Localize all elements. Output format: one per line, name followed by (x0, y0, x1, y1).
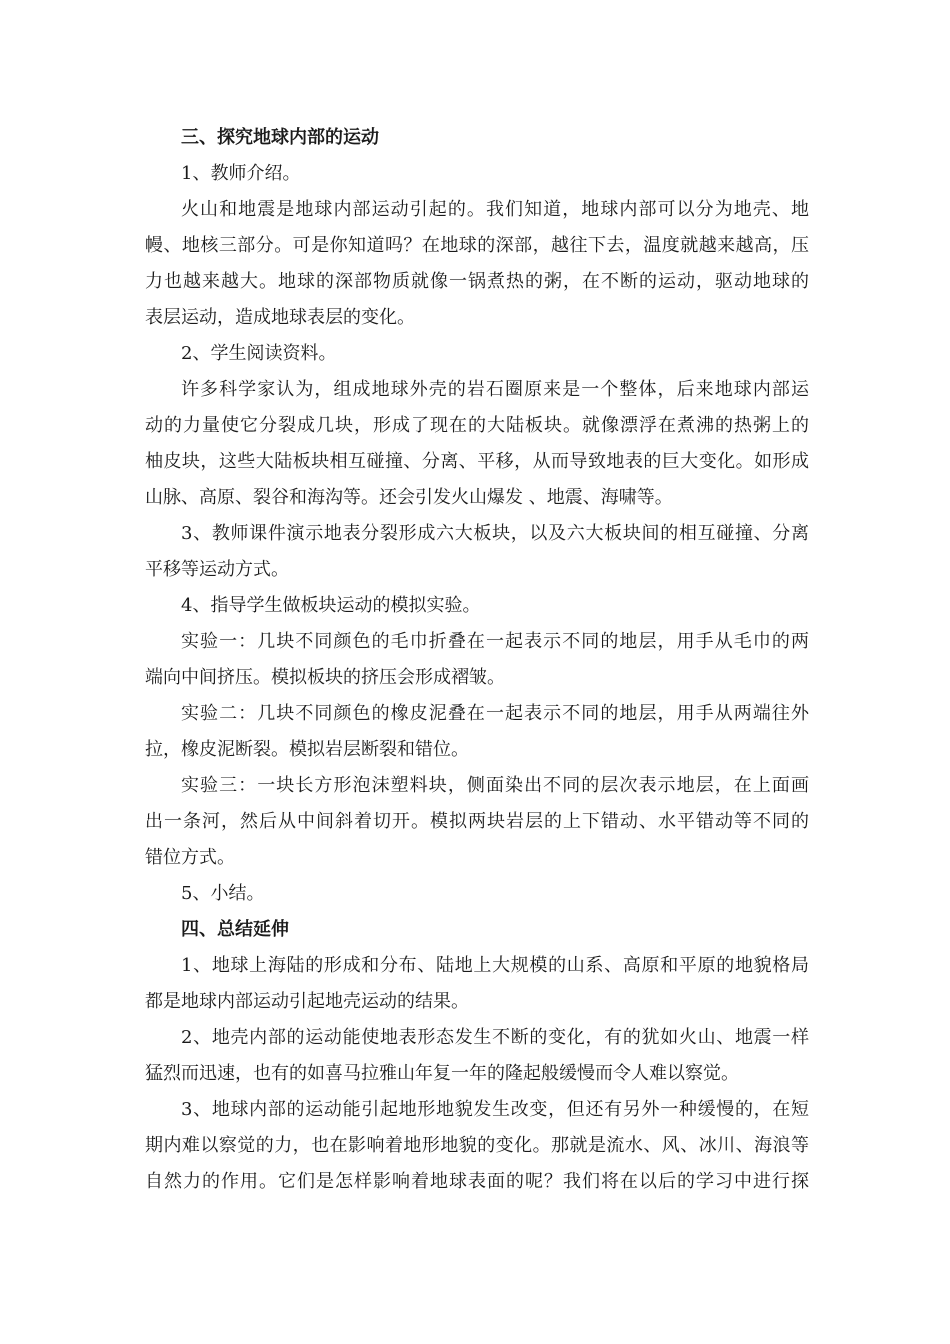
text-line: 动的力量使它分裂成几块，形成了现在的大陆板块。就像漂浮在煮沸的热粥上的 (145, 415, 809, 436)
text-line: 平移等运动方式。 (145, 559, 289, 580)
text-line: 端向中间挤压。模拟板块的挤压会形成褶皱。 (145, 667, 505, 688)
text-line: 力也越来越大。地球的深部物质就像一锅煮热的粥，在不断的运动，驱动地球的 (145, 271, 809, 292)
text-line: 出一条河，然后从中间斜着切开。模拟两块岩层的上下错动、水平错动等不同的 (145, 811, 809, 832)
text-line: 拉，橡皮泥断裂。模拟岩层断裂和错位。 (145, 739, 469, 760)
text-line: 3、教师课件演示地表分裂形成六大板块，以及六大板块间的相互碰撞、分离 (181, 523, 809, 544)
document-page (145, 120, 809, 1200)
text-line: 都是地球内部运动引起地壳运动的结果。 (145, 991, 469, 1012)
text-line: 猛烈而迅速，也有的如喜马拉雅山年复一年的隆起般缓慢而令人难以察觉。 (145, 1063, 739, 1084)
document-body (145, 120, 809, 1200)
text-line: 山脉、高原、裂谷和海沟等。还会引发火山爆发 、地震、海啸等。 (145, 487, 673, 508)
text-line: 4、指导学生做板块运动的模拟实验。 (181, 595, 481, 616)
text-line: 2、学生阅读资料。 (181, 343, 337, 364)
text-line: 1、地球上海陆的形成和分布、陆地上大规模的山系、高原和平原的地貌格局 (181, 955, 809, 976)
text-line: 5、小结。 (181, 883, 265, 904)
text-line: 错位方式。 (145, 847, 235, 868)
text-line: 自然力的作用。它们是怎样影响着地球表面的呢？我们将在以后的学习中进行探 (145, 1171, 809, 1192)
text-line: 实验二：几块不同颜色的橡皮泥叠在一起表示不同的地层，用手从两端往外 (181, 703, 809, 724)
text-line: 1、教师介绍。 (181, 163, 301, 184)
text-line: 许多科学家认为，组成地球外壳的岩石圈原来是一个整体，后来地球内部运 (181, 379, 809, 400)
section-heading: 四、总结延伸 (181, 919, 289, 940)
text-line: 火山和地震是地球内部运动引起的。我们知道，地球内部可以分为地壳、地 (181, 199, 809, 220)
text-line: 幔、地核三部分。可是你知道吗？在地球的深部，越往下去，温度就越来越高，压 (145, 235, 809, 256)
text-line: 3、地球内部的运动能引起地形地貌发生改变，但还有另外一种缓慢的，在短 (181, 1099, 809, 1120)
section-heading: 三、探究地球内部的运动 (181, 127, 379, 148)
text-line: 期内难以察觉的力，也在影响着地形地貌的变化。那就是流水、风、冰川、海浪等 (145, 1135, 809, 1156)
text-line: 2、地壳内部的运动能使地表形态发生不断的变化，有的犹如火山、地震一样 (181, 1027, 809, 1048)
text-line: 实验三：一块长方形泡沫塑料块，侧面染出不同的层次表示地层，在上面画 (181, 775, 809, 796)
text-line: 表层运动，造成地球表层的变化。 (145, 307, 415, 328)
text-line: 实验一：几块不同颜色的毛巾折叠在一起表示不同的地层，用手从毛巾的两 (181, 631, 809, 652)
text-line: 柚皮块，这些大陆板块相互碰撞、分离、平移，从而导致地表的巨大变化。如形成 (145, 451, 809, 472)
